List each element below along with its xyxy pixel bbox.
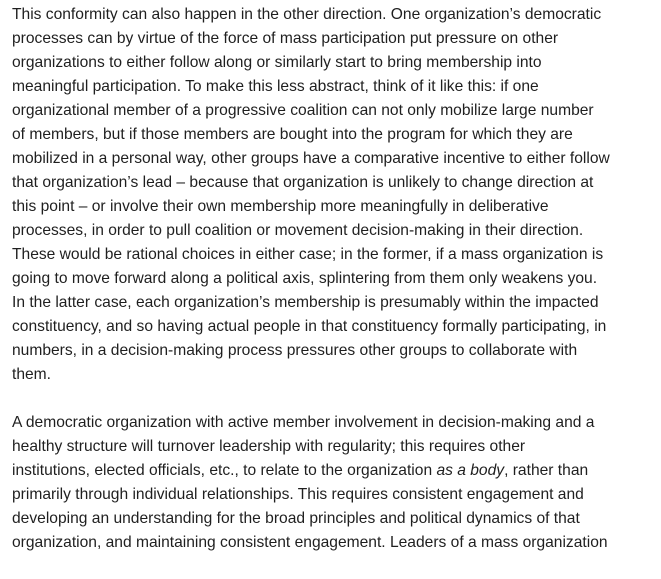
- text-line: constituency, and so having actual people in that constituency formally participating, in: [12, 318, 607, 335]
- text-line: going to move forward along a political axis, splintering from them only weakens you.: [12, 270, 598, 287]
- text-segment: institutions, elected officials, etc., to relate to the organization: [12, 462, 437, 479]
- text-line: processes can by virtue of the force of mass participation put pressure on other: [12, 30, 559, 47]
- text-line: this point – or involve their own membership more meaningfully in deliberative: [12, 198, 549, 215]
- text-line: In the latter case, each organization’s membership is presumably within the impacted: [12, 294, 599, 311]
- text-line: This conformity can also happen in the other direction. One organization’s democratic: [12, 6, 602, 23]
- text-line: organization, and maintaining consistent engagement. Leaders of a mass organization: [12, 534, 608, 551]
- text-line: developing an understanding for the broad principles and political dynamics of that: [12, 510, 580, 527]
- emphasis-text: as a body: [436, 462, 505, 479]
- text-line: numbers, in a decision-making process pressures other groups to collaborate with: [12, 342, 578, 359]
- text-line: organizations to either follow along or similarly start to bring membership into: [12, 54, 542, 71]
- text-line-with-emphasis: [12, 459, 657, 483]
- text-line: These would be rational choices in either case; in the former, if a mass organization is: [12, 246, 604, 263]
- text-line: meaningful participation. To make this less abstract, think of it like this: if one: [12, 78, 539, 95]
- paragraph-democratic-organization: [12, 411, 657, 555]
- text-line: organizational member of a progressive coalition can not only mobilize large number: [12, 102, 594, 119]
- paragraph-conformity: [12, 3, 657, 387]
- text-line: processes, in order to pull coalition or movement decision-making in their direction.: [12, 222, 584, 239]
- text-line: that organization’s lead – because that organization is unlikely to change direction at: [12, 174, 594, 191]
- article-body: [12, 3, 657, 579]
- text-line: of members, but if those members are bought into the program for which they are: [12, 126, 573, 143]
- text-segment: , rather than: [504, 462, 589, 479]
- text-line: A democratic organization with active member involvement in decision-making and a: [12, 414, 595, 431]
- text-line: primarily through individual relationships. This requires consistent engagement and: [12, 486, 584, 503]
- text-line: them.: [12, 366, 51, 383]
- text-line: healthy structure will turnover leadership with regularity; this requires other: [12, 438, 526, 455]
- text-line: mobilized in a personal way, other groups have a comparative incentive to either follow: [12, 150, 610, 167]
